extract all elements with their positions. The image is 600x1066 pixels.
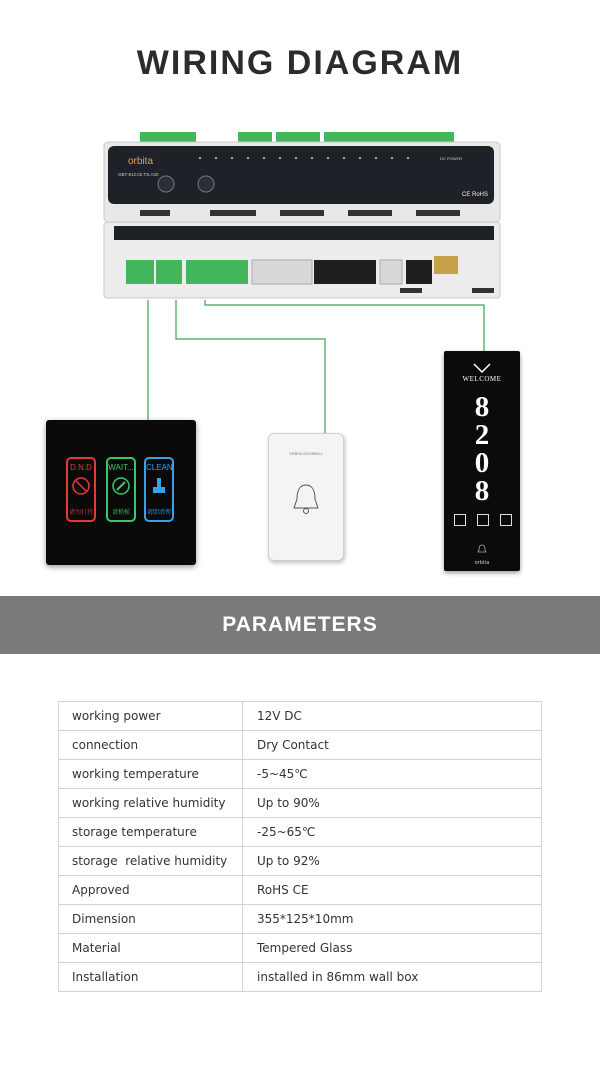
param-key: Installation: [59, 963, 243, 992]
table-row: [59, 818, 542, 847]
clean-icon: [149, 476, 169, 496]
plate-digit: 8: [474, 475, 490, 507]
wait-key-label: WAIT...: [108, 463, 134, 472]
parameters-banner: PARAMETERS: [0, 596, 600, 654]
param-value: -25~65℃: [243, 818, 542, 847]
table-row: [59, 876, 542, 905]
clean-icon: [477, 514, 489, 526]
controller-model: OBT-812.02.TS.A20: [118, 172, 159, 177]
param-key: storage relative humidity: [59, 847, 243, 876]
bell-icon: [476, 543, 488, 555]
page-title: WIRING DIAGRAM: [136, 44, 464, 82]
controller-brand: orbita: [128, 156, 154, 167]
controller-logos: CE RoHS: [462, 192, 489, 198]
dnd-key: [66, 457, 96, 522]
bell-icon: [291, 482, 321, 516]
param-key: working temperature: [59, 760, 243, 789]
param-value: Tempered Glass: [243, 934, 542, 963]
crown-icon: [473, 363, 491, 373]
controller-module: [100, 128, 502, 300]
doorbell-button: [268, 433, 344, 561]
dnd-icon: [71, 476, 91, 496]
table-row: [59, 702, 542, 731]
bottom-terminals: [126, 256, 458, 284]
plate-brand: orbita: [474, 560, 490, 566]
clean-key-label: CLEAN: [146, 463, 173, 472]
param-value: 355*125*10mm: [243, 905, 542, 934]
param-value: Up to 90%: [243, 789, 542, 818]
wait-icon: [500, 514, 512, 526]
table-row: [59, 934, 542, 963]
param-key: storage temperature: [59, 818, 243, 847]
param-value: Dry Contact: [243, 731, 542, 760]
plate-welcome: WELCOME: [462, 375, 502, 383]
plate-icons: [454, 514, 512, 526]
param-value: RoHS CE: [243, 876, 542, 905]
door-number-plate: [444, 351, 520, 571]
param-key: working relative humidity: [59, 789, 243, 818]
param-key: working power: [59, 702, 243, 731]
param-value: Up to 92%: [243, 847, 542, 876]
table-row: [59, 731, 542, 760]
table-row: [59, 905, 542, 934]
dnd-icon: [454, 514, 466, 526]
param-value: 12V DC: [243, 702, 542, 731]
clean-key-cn: 请即清理: [146, 509, 171, 516]
plate-digit: 8: [474, 391, 490, 423]
plate-digit: 0: [474, 447, 490, 479]
param-value: -5~45℃: [243, 760, 542, 789]
dnd-key-cn: 请勿打扰: [68, 509, 93, 516]
table-row: [59, 847, 542, 876]
param-key: Dimension: [59, 905, 243, 934]
table-row: [59, 963, 542, 992]
param-key: connection: [59, 731, 243, 760]
dnd-key-label: D.N.D: [70, 463, 92, 472]
controller-power-label: DC POWER: [440, 156, 462, 161]
table-row: [59, 760, 542, 789]
dnd-switch-panel: [46, 420, 196, 565]
parameters-table: [58, 701, 542, 992]
clean-key: [144, 457, 174, 522]
wait-icon: [111, 476, 131, 496]
doorbell-brand: ORBITA DOORBELL: [289, 452, 323, 456]
param-key: Material: [59, 934, 243, 963]
param-value: installed in 86mm wall box: [243, 963, 542, 992]
param-key: Approved: [59, 876, 243, 905]
wait-key-cn: 请稍候: [111, 509, 130, 516]
plate-digit: 2: [474, 419, 490, 451]
table-row: [59, 789, 542, 818]
wait-key: [106, 457, 136, 522]
